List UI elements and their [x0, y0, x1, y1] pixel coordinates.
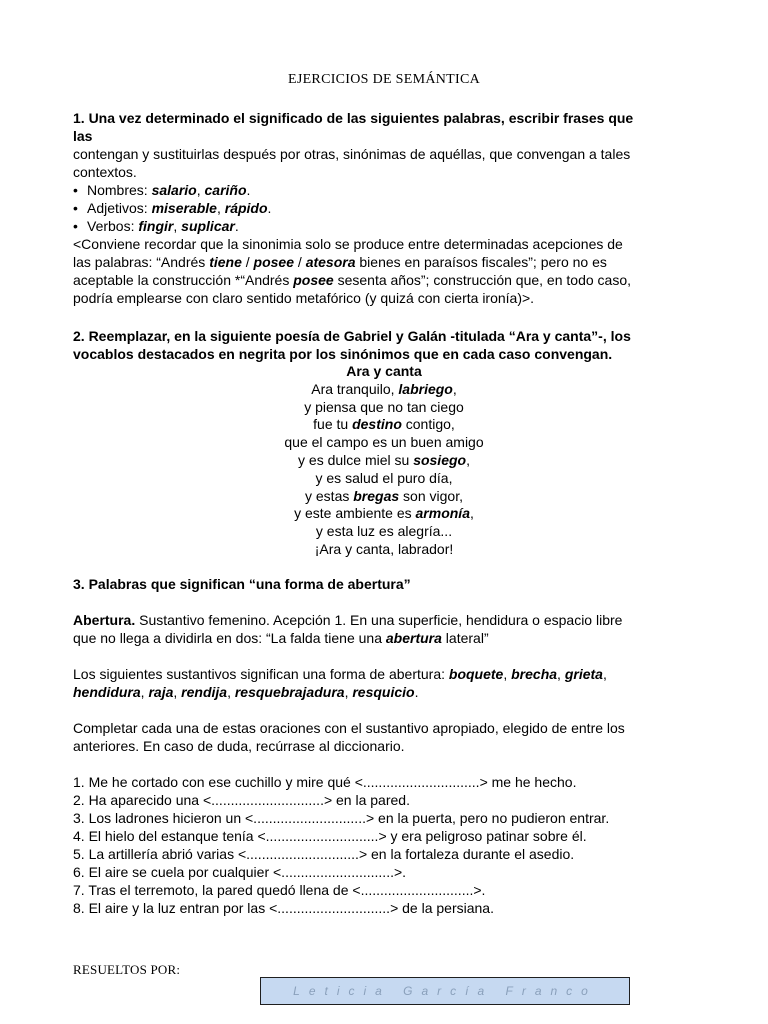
poem-text: contigo, — [401, 416, 455, 433]
separator: , — [557, 666, 565, 682]
note-line: podría emplearse con claro sentido metafórico (y quizá con cierta ironía)>. — [73, 290, 535, 306]
poem-line — [0, 452, 768, 470]
sentence-item: 7. Tras el terremoto, la pared quedó llena de <.............................>. — [73, 882, 486, 898]
definition — [73, 611, 703, 647]
exercise-3-number: 3. — [73, 576, 85, 592]
sentence-item: 1. Me he cortado con ese cuchillo y mire qué <..............................> me he hecho. — [73, 774, 577, 790]
keyword: rendija — [181, 684, 228, 700]
keyword: sosiego — [413, 451, 467, 468]
keyword: abertura — [385, 630, 442, 646]
keyword: grieta — [564, 666, 603, 682]
poem — [0, 363, 768, 559]
exercise-1-heading — [73, 109, 703, 145]
poem-line: y piensa que no tan ciego — [304, 398, 464, 415]
exercise-2-heading-line: 2. Reemplazar, en la siguiente poesía de Gabriel y Galán -titulada “Ara y canta”-, los — [73, 328, 631, 344]
sentence-item: 5. La artillería abrió varias <.............................> en la fortaleza durante el asedio. — [73, 846, 575, 862]
separator: , — [227, 684, 235, 700]
word-list-line — [73, 683, 703, 701]
sentence-item: 2. Ha aparecido una <.............................> en la pared. — [73, 792, 410, 808]
exercise-1-heading-line: las — [73, 128, 93, 144]
note-line — [73, 271, 703, 289]
keyword: tiene — [209, 254, 242, 270]
exercise-1-body-line: contengan y sustituirlas después por otras, sinónimas de aquéllas, que convengan a tales — [73, 146, 631, 162]
bullet-label: Nombres: — [87, 182, 152, 198]
punctuation: . — [267, 200, 272, 216]
document-title: EJERCICIOS DE SEMÁNTICA — [287, 72, 481, 87]
exercise-2-heading-line: vocablos destacados en negrita por los sinónimos que en cada caso convengan. — [73, 346, 613, 362]
definition-line — [73, 629, 703, 647]
keyword: boquete — [448, 666, 504, 682]
poem-text: , — [452, 380, 457, 397]
poem-line: y esta luz es alegría... — [315, 523, 453, 540]
exercise-1 — [73, 109, 703, 307]
punctuation: . — [234, 218, 239, 234]
poem-text: son vigor, — [399, 487, 463, 504]
definition-term: Abertura. — [73, 612, 136, 628]
bullet-icon: • — [73, 218, 78, 234]
poem-line — [0, 381, 768, 399]
note-text: bienes en paraísos fiscales”; pero no es — [355, 254, 607, 270]
note-line — [73, 253, 703, 271]
bullet-adjetivos — [73, 199, 703, 217]
note-line: <Conviene recordar que la sinonimia solo se produce entre determinadas acepciones de — [73, 236, 623, 252]
poem-line: que el campo es un buen amigo — [284, 434, 484, 451]
poem-line — [0, 505, 768, 523]
note-text: sesenta años”; construcción que, en todo caso, — [333, 272, 631, 288]
separator: , — [503, 666, 512, 682]
poem-text: fue tu — [313, 416, 353, 433]
poem-text: Ara tranquilo, — [311, 380, 399, 397]
poem-line — [0, 416, 768, 434]
keyword: hendidura — [73, 684, 141, 700]
punctuation: . — [246, 182, 251, 198]
poem-line — [0, 488, 768, 506]
note-text: las palabras: “Andrés — [73, 254, 210, 270]
separator: , — [173, 684, 182, 700]
separator: , — [196, 182, 205, 198]
poem-line: y es salud el puro día, — [315, 469, 453, 486]
bullet-label: Adjetivos: — [87, 200, 152, 216]
poem-line: ¡Ara y canta, labrador! — [314, 540, 454, 557]
separator: , — [140, 684, 149, 700]
sentence-item: 6. El aire se cuela por cualquier <.............................>. — [73, 864, 407, 880]
keyword: labriego — [398, 380, 453, 397]
separator: , — [602, 666, 607, 682]
sentence-item: 3. Los ladrones hicieron un <.............................> en la puerta, pero no pudieron entrar. — [73, 810, 610, 826]
keyword: suplicar — [181, 218, 235, 234]
separator: / — [241, 254, 254, 270]
keyword: destino — [352, 416, 402, 433]
abertura-word-list — [73, 665, 703, 701]
poem-text: , — [469, 505, 474, 522]
poem-text: y este ambiente es — [294, 505, 416, 522]
bullet-verbos — [73, 217, 703, 235]
keyword: armonía — [415, 505, 470, 522]
keyword: rápido — [224, 200, 268, 216]
bullet-icon: • — [73, 200, 78, 216]
word-list-line — [73, 665, 703, 683]
instructions-line: Completar cada una de estas oraciones con el sustantivo apropiado, elegido de entre los — [73, 720, 625, 736]
author-name-box: Leticia García Franco — [260, 977, 630, 1005]
keyword: raja — [148, 684, 174, 700]
exercise-1-body-line: contextos. — [73, 164, 137, 180]
exercise-3-heading — [73, 575, 703, 593]
bullet-label: Verbos: — [87, 218, 139, 234]
keyword: atesora — [305, 254, 356, 270]
keyword: resquebrajadura — [234, 684, 345, 700]
definition-line — [73, 611, 703, 629]
punctuation: . — [414, 684, 419, 700]
separator: / — [294, 254, 306, 270]
keyword: salario — [151, 182, 197, 198]
bullet-nombres — [73, 181, 703, 199]
exercise-3-heading-text: Palabras que significan “una forma de abertura” — [84, 576, 411, 592]
poem-text: , — [466, 451, 470, 468]
word-list-intro: Los siguientes sustantivos significan una forma de abertura: — [73, 666, 449, 682]
instructions — [73, 719, 703, 755]
poem-text: y es dulce miel su — [298, 451, 414, 468]
keyword: posee — [253, 254, 295, 270]
keyword: brecha — [511, 666, 558, 682]
keyword: miserable — [151, 200, 217, 216]
separator: , — [216, 200, 225, 216]
keyword: fingir — [138, 218, 174, 234]
exercise-2-heading — [73, 327, 703, 363]
note-text: aceptable la construcción *“Andrés — [73, 272, 294, 288]
definition-text: Sustantivo femenino. Acepción 1. En una superficie, hendidura o espacio libre — [135, 612, 623, 628]
keyword: posee — [293, 272, 334, 288]
definition-text: que no llega a dividirla en dos: “La falda tiene una — [73, 630, 386, 646]
sentence-item: 8. El aire y la luz entran por las <.............................> de la persiana. — [73, 900, 494, 916]
sentence-item: 4. El hielo del estanque tenía <.............................> y era peligroso patinar sobre él. — [73, 828, 587, 844]
keyword: resquicio — [352, 684, 415, 700]
instructions-line: anteriores. En caso de duda, recúrrase al diccionario. — [73, 738, 405, 754]
exercise-1-heading-line: 1. Una vez determinado el significado de las siguientes palabras, escribir frases que — [73, 110, 634, 126]
keyword: bregas — [353, 487, 400, 504]
poem-text: y estas — [305, 487, 354, 504]
keyword: cariño — [204, 182, 247, 198]
bullet-icon: • — [73, 182, 78, 198]
sentence-list — [73, 773, 713, 917]
resolved-by-label: RESUELTOS POR: — [73, 962, 181, 977]
separator: , — [344, 684, 353, 700]
definition-text: lateral” — [441, 630, 489, 646]
poem-title: Ara y canta — [346, 363, 422, 379]
separator: , — [173, 218, 182, 234]
